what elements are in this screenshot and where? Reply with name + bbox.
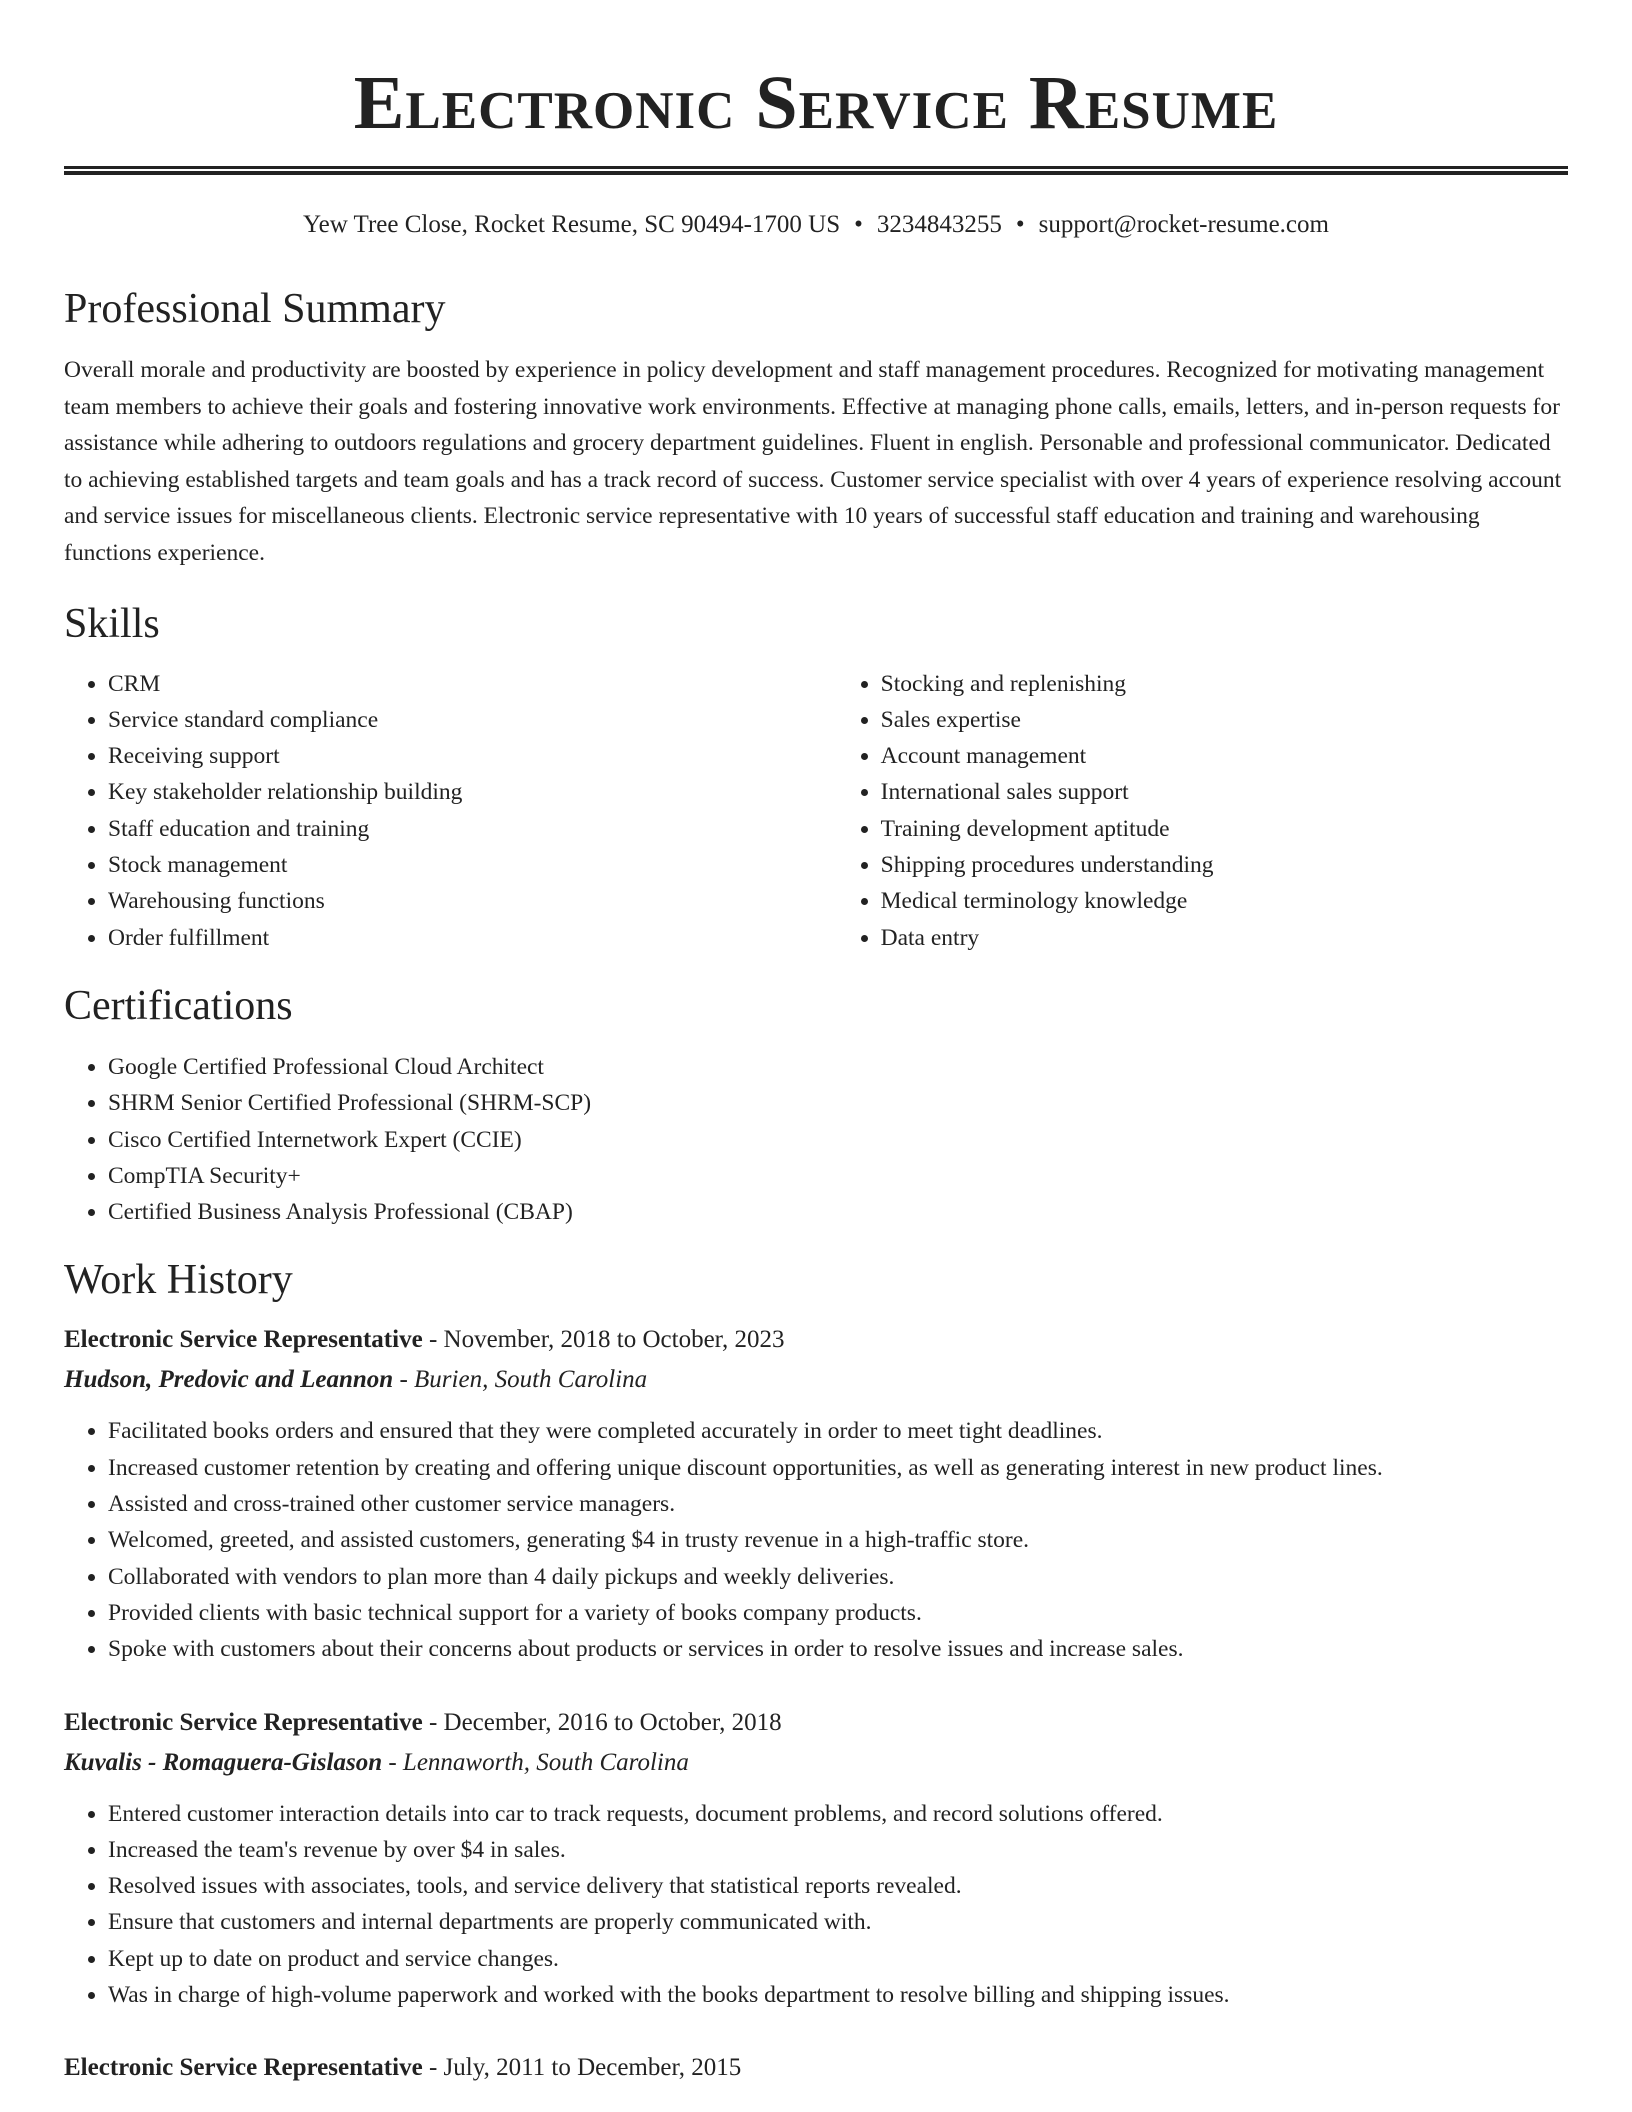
job-company: Kuvalis - Romaguera-Gislason: [64, 1748, 383, 1776]
contact-separator: •: [854, 211, 863, 238]
job-bullet: • Provided clients with basic technical support for a variety of books company products.: [108, 1595, 1568, 1631]
job-location: - Burien, South Carolina: [393, 1366, 648, 1394]
job-bullet: • Entered customer interaction details into car to track requests, document problems, and record solutions offered.: [108, 1796, 1568, 1832]
job-role: Electronic Service Representative: [64, 1708, 423, 1736]
job-bullet: • Ensure that customers and internal departments are properly communicated with.: [108, 1904, 1568, 1940]
certification-item: • Cisco Certified Internetwork Expert (CCIE): [108, 1122, 1568, 1158]
job-dates: - July, 2011 to December, 2015: [422, 2054, 742, 2082]
job-bullet: • Facilitated books orders and ensured that they were completed accurately in order to meet tight deadlines.: [108, 1413, 1568, 1449]
job-role: Electronic Service Representative: [64, 1326, 423, 1354]
skill-item: • Stock management: [108, 847, 837, 883]
skill-item: • Order fulfillment: [108, 920, 837, 956]
job-bullets: [64, 1413, 1568, 1667]
job-bullet: • Kept up to date on product and service changes.: [108, 1941, 1568, 1977]
skills-columns: [64, 666, 1568, 956]
skill-item: • Key stakeholder relationship building: [108, 774, 837, 810]
job-dates: - November, 2018 to October, 2023: [422, 1326, 785, 1354]
skill-item: • Sales expertise: [881, 702, 1568, 738]
job-bullet: • Welcomed, greeted, and assisted customers, generating $4 in trusty revenue in a high-traffic store.: [108, 1522, 1568, 1558]
certification-item: • CompTIA Security+: [108, 1158, 1568, 1194]
job-title-line: [64, 2048, 1568, 2088]
certification-item: • Certified Business Analysis Professional (CBAP): [108, 1194, 1568, 1230]
job-title-line: [64, 1703, 1568, 1743]
job-dates: - December, 2016 to October, 2018: [422, 1708, 782, 1736]
contact-line: [64, 209, 1568, 241]
job-bullet: • Increased the team's revenue by over $4 in sales.: [108, 1832, 1568, 1868]
skill-item: • International sales support: [881, 774, 1568, 810]
summary-heading: Professional Summary: [64, 286, 446, 332]
skill-item: • Shipping procedures understanding: [881, 847, 1568, 883]
certification-item: • Google Certified Professional Cloud Architect: [108, 1049, 1568, 1085]
skill-item: • Account management: [881, 738, 1568, 774]
job-role: Electronic Service Representative: [64, 2054, 423, 2082]
skill-item: • Staff education and training: [108, 811, 837, 847]
job-entry: [64, 2048, 1568, 2088]
page-title: Electronic Service Resume: [353, 61, 1279, 145]
certification-item: • SHRM Senior Certified Professional (SHRM-SCP): [108, 1085, 1568, 1121]
contact-address: Yew Tree Close, Rocket Resume, SC 90494-1700 US: [303, 211, 841, 238]
job-company-line: [64, 1743, 1568, 1783]
job-bullet: • Increased customer retention by creating and offering unique discount opportunities, as well as generating interest in new product lines.: [108, 1450, 1568, 1486]
skills-list-right: [837, 666, 1568, 956]
job-bullets: [64, 1796, 1568, 2014]
job-bullet: • Resolved issues with associates, tools, and service delivery that statistical reports revealed.: [108, 1868, 1568, 1904]
skill-item: • Service standard compliance: [108, 702, 837, 738]
job-location: - Lennaworth, South Carolina: [382, 1748, 689, 1776]
skills-heading: Skills: [64, 600, 160, 647]
certifications-heading: Certifications: [64, 982, 293, 1029]
job-entry: [64, 1703, 1568, 2014]
skill-item: • Data entry: [881, 920, 1568, 956]
job-title-line: [64, 1320, 1568, 1360]
skill-item: • Training development aptitude: [881, 811, 1568, 847]
work-history-heading: Work History: [64, 1257, 293, 1304]
skill-item: • Receiving support: [108, 738, 837, 774]
job-bullet: • Was in charge of high-volume paperwork and worked with the books department to resolve billing and shipping issues.: [108, 1977, 1568, 2013]
skill-item: • Medical terminology knowledge: [881, 883, 1568, 919]
job-company: Hudson, Predovic and Leannon: [64, 1366, 394, 1394]
skill-item: • CRM: [108, 666, 837, 702]
title-divider: [64, 166, 1568, 175]
skill-item: • Warehousing functions: [108, 883, 837, 919]
skills-list-left: [64, 666, 837, 956]
job-bullet: • Collaborated with vendors to plan more than 4 daily pickups and weekly deliveries.: [108, 1559, 1568, 1595]
contact-separator: •: [1015, 211, 1025, 238]
contact-phone: 3234843255: [876, 211, 1002, 238]
job-entry: [64, 1320, 1568, 1667]
summary-text: Overall morale and productivity are boosted by experience in policy development and staff management procedures. Recognized for motivating management team members to achieve their goals and fostering innovative work environments. Effective at managing phone calls, emails, letters, and in-person requests for assistance while adhering to outdoors regulations and grocery department guidelines. Fluent in english. Personable and professional communicator. Dedicated to achieving established targets and team goals and has a track record of success. Customer service specialist with over 4 years of experience resolving account and service issues for miscellaneous clients. Electronic service representative with 10 years of successful staff education and training and warehousing functions experience.: [64, 357, 1562, 566]
contact-email: support@rocket-resume.com: [1038, 211, 1329, 238]
skill-item: • Stocking and replenishing: [881, 666, 1568, 702]
job-bullet: • Spoke with customers about their concerns about products or services in order to resolve issues and increase sales.: [108, 1631, 1568, 1667]
job-bullet: • Assisted and cross-trained other customer service managers.: [108, 1486, 1568, 1522]
job-company-line: [64, 1360, 1568, 1400]
certifications-list: [64, 1049, 1568, 1230]
